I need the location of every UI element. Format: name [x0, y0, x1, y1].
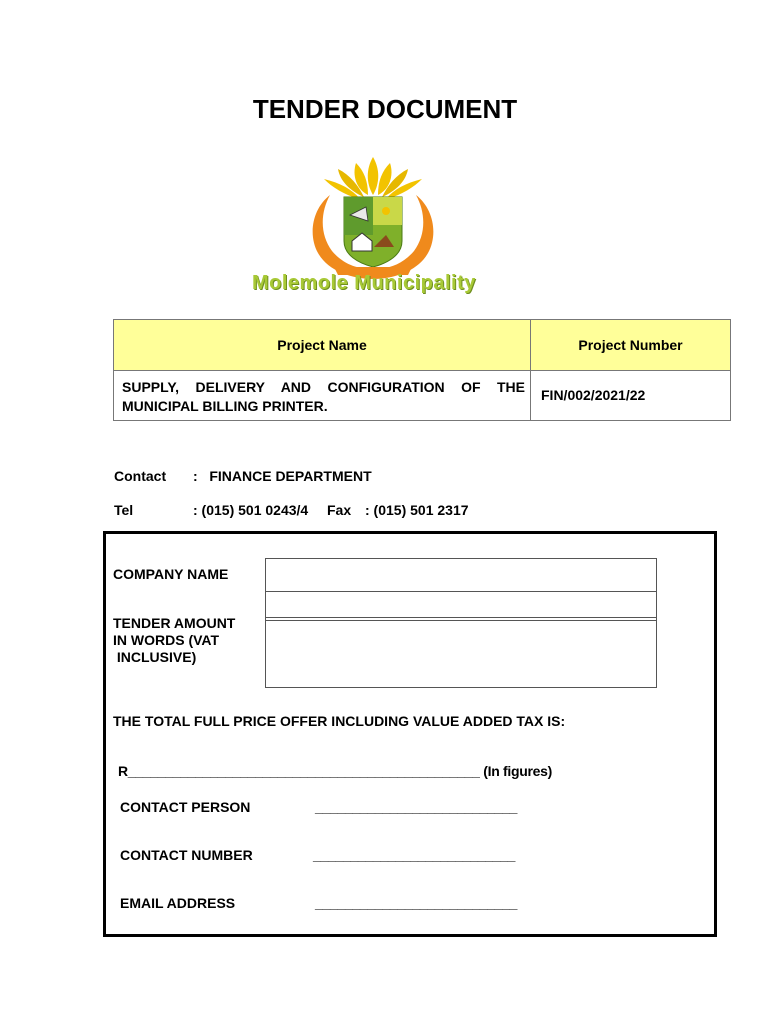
tender-amount-label-line3: INCLUSIVE) — [113, 649, 197, 665]
company-name-label: COMPANY NAME — [113, 566, 229, 582]
email-address-line[interactable]: ___________________________ — [315, 895, 518, 911]
contact-value: : FINANCE DEPARTMENT — [193, 468, 372, 484]
tel-label: Tel — [114, 502, 134, 518]
project-name-header: Project Name — [277, 337, 367, 353]
document-title: TENDER DOCUMENT — [252, 94, 518, 124]
contact-person-label: CONTACT PERSON — [120, 799, 251, 815]
tel-value: : (015) 501 0243/4 — [193, 502, 309, 518]
total-price-statement: THE TOTAL FULL PRICE OFFER INCLUDING VALUE ADDED TAX IS: — [113, 713, 566, 729]
contact-number-line[interactable]: ___________________________ — [313, 847, 516, 863]
wheat-crest — [324, 157, 422, 199]
table-divider — [530, 320, 531, 420]
email-address-label: EMAIL ADDRESS — [120, 895, 236, 911]
fax-label: Fax — [327, 502, 352, 518]
field-separator — [265, 617, 657, 618]
contact-person-line[interactable]: ___________________________ — [315, 799, 518, 815]
field-separator — [265, 620, 657, 621]
tender-amount-label-line2: IN WORDS (VAT — [113, 632, 220, 648]
project-name-value: SUPPLY, DELIVERY AND CONFIGURATION OF THE MUNICIPAL BILLING PRINTER. — [122, 379, 525, 414]
municipality-name-text: Molemole Municipality — [252, 272, 476, 294]
fax-value: : (015) 501 2317 — [365, 502, 469, 518]
company-and-amount-fields[interactable] — [265, 558, 657, 688]
company-name-field-bottom — [265, 591, 657, 592]
project-table — [113, 319, 731, 421]
contact-number-label: CONTACT NUMBER — [120, 847, 253, 863]
rand-amount-line[interactable]: R_______________________________________________ (In figures) — [118, 763, 552, 779]
contact-label: Contact — [114, 468, 167, 484]
project-number-value: FIN/002/2021/22 — [541, 387, 646, 403]
project-number-header: Project Number — [578, 337, 683, 353]
tender-amount-label-line1: TENDER AMOUNT — [113, 615, 236, 631]
